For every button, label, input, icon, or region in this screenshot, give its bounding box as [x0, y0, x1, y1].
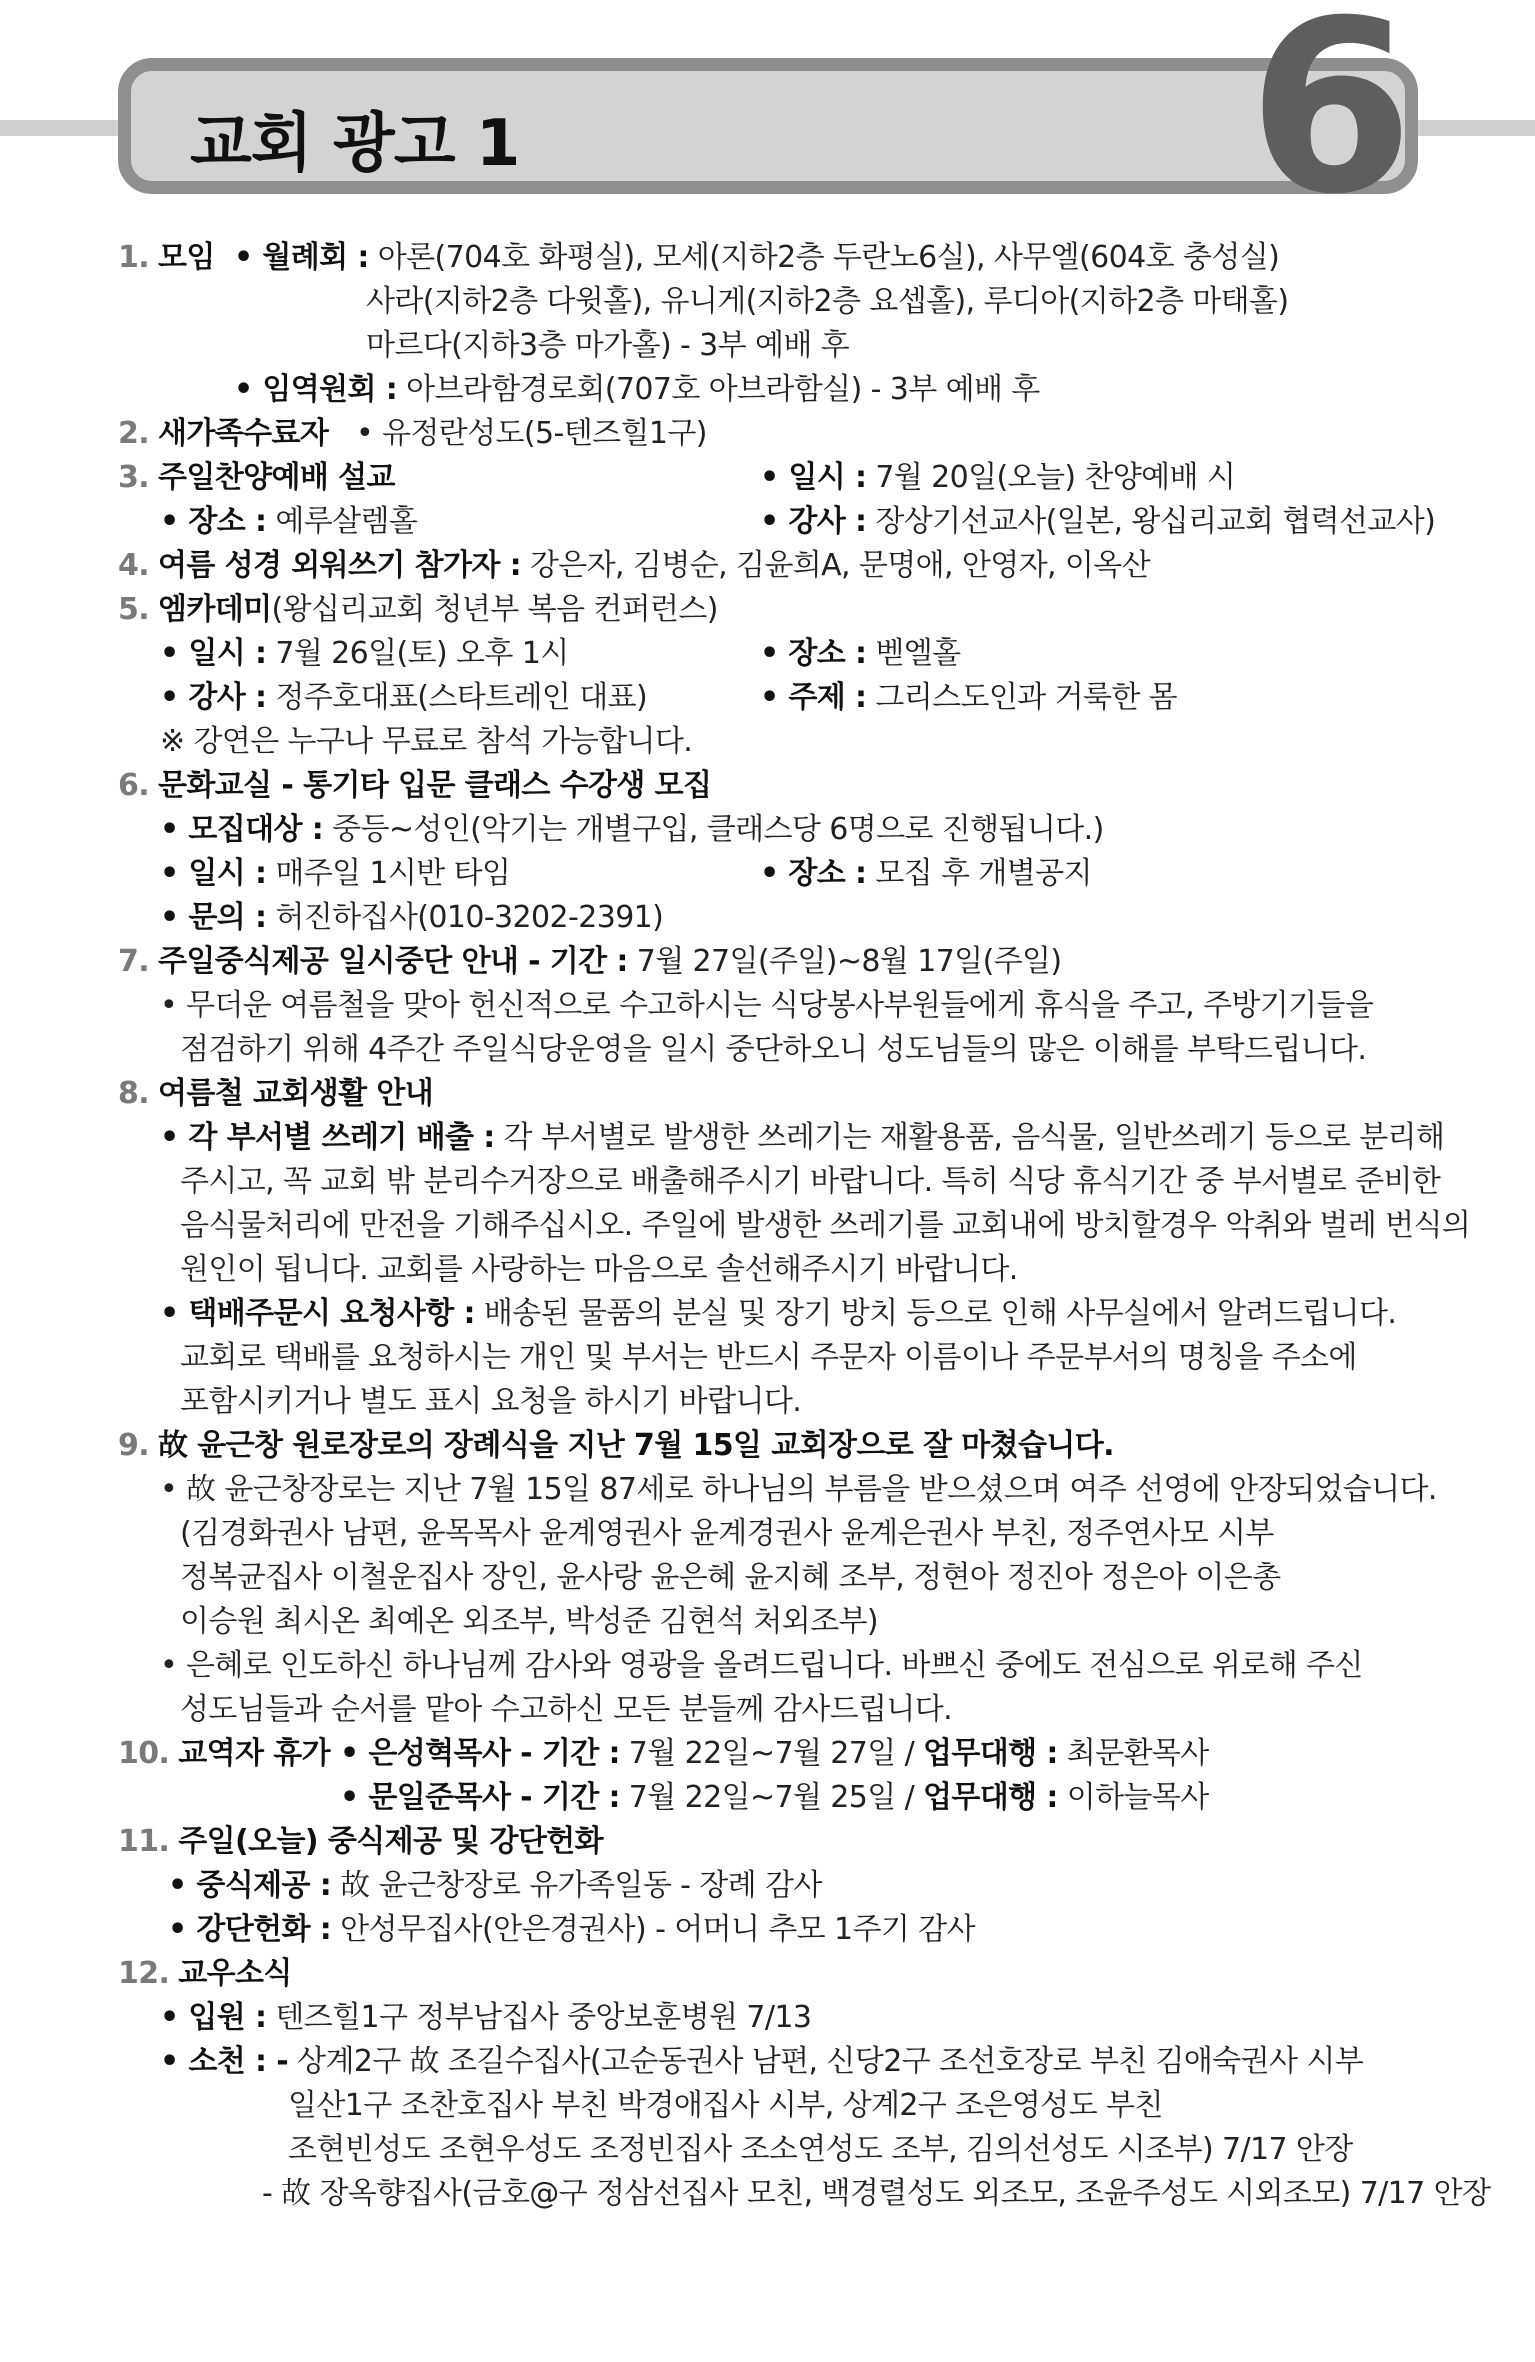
item-8-waste-line-2: 주시고, 꼭 교회 밖 분리수거장으로 배출해주시기 바랍니다. 특히 식당 휴식기간 중 부서별로 준비한	[180, 1164, 1441, 1199]
text: 중등~성인(악기는 개별구입, 클래스당 6명으로 진행됩니다.)	[323, 812, 1104, 847]
item-number: 12.	[118, 1956, 170, 1991]
item-9	[118, 1426, 1114, 1466]
item-title: 모임	[158, 240, 215, 275]
item-number: 10.	[118, 1736, 170, 1771]
label: • 각 부서별 쓰레기 배출 :	[160, 1120, 495, 1155]
item-12	[118, 1954, 292, 1994]
item-3-place	[160, 502, 417, 542]
item-title: 주일중식제공 일시중단 안내 - 기간 :	[158, 944, 628, 979]
item-number: 7.	[118, 944, 150, 979]
label: • 장소 :	[760, 636, 867, 671]
item-10-row-1	[340, 1734, 1209, 1774]
item-1-monthly	[234, 238, 1279, 278]
item-8-waste-line-3: 음식물처리에 만전을 기해주십시오. 주일에 발생한 쓰레기를 교회내에 방치할경우 악취와 벌레 번식의	[180, 1208, 1471, 1243]
item-9-line-2: (김경화권사 남편, 윤목목사 윤계영권사 윤계경권사 윤계은권사 부친, 정주연사모 시부	[180, 1516, 1274, 1551]
label: • 문의 :	[160, 900, 267, 935]
item-8-delivery-line-2: 교회로 택배를 요청하시는 개인 및 부서는 반드시 주문자 이름이나 주문부서의 명칭을 주소에	[180, 1340, 1357, 1375]
item-9-line-1: • 故 윤근창장로는 지난 7월 15일 87세로 하나님의 부름을 받으셨으며 여주 선영에 안장되었습니다.	[160, 1472, 1437, 1507]
item-9-line-3: 정복균집사 이철운집사 장인, 윤사랑 윤은혜 윤지혜 조부, 정현아 정진아 정은아 이은총	[180, 1560, 1281, 1595]
text: 장상기선교사(일본, 왕십리교회 협력선교사)	[866, 504, 1436, 539]
item-11	[118, 1822, 603, 1862]
item-7-line-2: 점검하기 위해 4주간 주일식당운영을 일시 중단하오니 성도님들의 많은 이해를 부탁드립니다.	[180, 1032, 1367, 1067]
text: 7월 20일(오늘) 찬양예배 시	[866, 460, 1236, 495]
item-title: 엠카데미	[158, 592, 272, 627]
item-5	[118, 590, 718, 630]
text: 7월 26일(토) 오후 1시	[266, 636, 569, 671]
item-3-speaker	[760, 502, 1435, 542]
item-5-topic	[760, 678, 1177, 718]
item-7	[118, 942, 1062, 982]
period: 7월 22일~7월 25일 /	[619, 1780, 924, 1815]
item-1-line-2: 사라(지하2층 다윗홀), 유니게(지하2층 요셉홀), 루디아(지하2층 마태홀)	[366, 284, 1289, 319]
item-title: 새가족수료자	[158, 416, 329, 451]
item-8-delivery-line-3: 포함시키거나 별도 표시 요청을 하시기 바랍니다.	[180, 1384, 802, 1419]
label: • 장소 :	[160, 504, 267, 539]
item-6-contact	[160, 898, 663, 938]
label: • 모집대상 :	[160, 812, 324, 847]
text: 배송된 물품의 분실 및 장기 방치 등으로 인해 사무실에서 알려드립니다.	[474, 1296, 1397, 1331]
text: 허진하집사(010-3202-2391)	[266, 900, 664, 935]
item-number: 1.	[118, 240, 150, 275]
item-number: 11.	[118, 1824, 170, 1859]
item-1-officers	[234, 370, 1040, 410]
item-12-passing-line-1	[160, 2042, 1363, 2082]
sub: 이하늘목사	[1057, 1780, 1209, 1815]
text: 예루살렘홀	[266, 504, 418, 539]
sub-label: 업무대행 :	[923, 1780, 1058, 1815]
text: 아론(704호 화평실), 모세(지하2층 두란노6실), 사무엘(604호 충성실)	[368, 240, 1280, 275]
text: 강은자, 김병순, 김윤희A, 문명애, 안영자, 이옥산	[520, 548, 1151, 583]
item-12-hospital	[160, 1998, 811, 2038]
item-12-passing-line-4: - 故 장옥향집사(금호@구 정삼선집사 모친, 백경렬성도 외조모, 조윤주성도 시외조모) 7/17 안장	[262, 2176, 1491, 2211]
item-title: 여름 성경 외워쓰기 참가자 :	[158, 548, 521, 583]
name: • 은성혁목사 - 기간 :	[340, 1736, 620, 1771]
text: 故 윤근창장로 유가족일동 - 장례 감사	[331, 1868, 822, 1903]
text: 각 부서별로 발생한 쓰레기는 재활용품, 음식물, 일반쓰레기 등으로 분리해	[494, 1120, 1445, 1155]
label: • 강사 :	[160, 680, 267, 715]
item-title: 교우소식	[178, 1956, 292, 1991]
item-6-place	[760, 854, 1092, 894]
item-2-text: • 유정란성도(5-텐즈힐1구)	[356, 416, 707, 451]
item-5-speaker	[160, 678, 647, 718]
item-number: 8.	[118, 1076, 150, 1111]
item-title: 문화교실 - 통기타 입문 클래스 수강생 모집	[158, 768, 712, 803]
label: • 강사 :	[760, 504, 867, 539]
item-number: 2.	[118, 416, 150, 451]
label: • 주제 :	[760, 680, 867, 715]
item-8-waste-line-1	[160, 1118, 1444, 1158]
item-2	[118, 414, 328, 454]
name: • 문일준목사 - 기간 :	[340, 1780, 620, 1815]
page-title: 교회 광고 1	[190, 107, 520, 181]
label: • 장소 :	[760, 856, 867, 891]
item-7-line-1: • 무더운 여름철을 맞아 헌신적으로 수고하시는 식당봉사부원들에게 휴식을 주고, 주방기기들을	[160, 988, 1374, 1023]
text: 텐즈힐1구 정부남집사 중앙보훈병원 7/13	[266, 2000, 812, 2035]
item-5-time	[160, 634, 569, 674]
label: • 강단헌화 :	[168, 1912, 332, 1947]
page-number: 6	[1248, 0, 1414, 247]
item-number: 9.	[118, 1428, 150, 1463]
period: 7월 22일~7월 27일 /	[619, 1736, 924, 1771]
item-title: 故 윤근창 원로장로의 장례식을 지난 7월 15일 교회장으로 잘 마쳤습니다.	[158, 1428, 1114, 1463]
label: • 입원 :	[160, 2000, 267, 2035]
item-6-time	[160, 854, 510, 894]
text: 매주일 1시반 타임	[266, 856, 511, 891]
sub-label: 업무대행 :	[923, 1736, 1058, 1771]
period: 7월 27일(주일)~8월 17일(주일)	[627, 944, 1062, 979]
item-1-line-3: 마르다(지하3층 마가홀) - 3부 예배 후	[366, 328, 850, 363]
label: • 중식제공 :	[168, 1868, 332, 1903]
item-title: 주일(오늘) 중식제공 및 강단헌화	[178, 1824, 603, 1859]
label: • 임역원회 :	[234, 372, 398, 407]
item-9-line-5: • 은혜로 인도하신 하나님께 감사와 영광을 올려드립니다. 바쁘신 중에도 전심으로 위로해 주신	[160, 1648, 1363, 1683]
item-8-delivery-line-1	[160, 1294, 1396, 1334]
item-3	[118, 458, 395, 498]
item-5-place	[760, 634, 961, 674]
item-number: 5.	[118, 592, 150, 627]
item-11-flowers	[168, 1910, 975, 1950]
item-8	[118, 1074, 433, 1114]
item-title: 여름철 교회생활 안내	[158, 1076, 434, 1111]
item-6	[118, 766, 711, 806]
item-12-passing-line-2: 일산1구 조찬호집사 부친 박경애집사 시부, 상계2구 조은영성도 부친	[288, 2088, 1163, 2123]
label: • 택배주문시 요청사항 :	[160, 1296, 475, 1331]
text: 상계2구 故 조길수집사(고순동권사 남편, 신당2구 조선호장로 부친 김애숙권사 시부	[288, 2044, 1364, 2079]
label: • 일시 :	[160, 636, 267, 671]
label: • 월례회 :	[234, 240, 369, 275]
item-title: 교역자 휴가	[178, 1736, 331, 1771]
item-number: 6.	[118, 768, 150, 803]
item-number: 3.	[118, 460, 150, 495]
item-1-line-1	[118, 238, 215, 278]
item-12-passing-line-3: 조현빈성도 조현우성도 조정빈집사 조소연성도 조부, 김의선성도 시조부) 7/17 안장	[288, 2132, 1353, 2167]
label: • 일시 :	[760, 460, 867, 495]
text: 안성무집사(안은경권사) - 어머니 추모 1주기 감사	[331, 1912, 975, 1947]
item-3-time	[760, 458, 1235, 498]
item-9-line-6: 성도님들과 순서를 맡아 수고하신 모든 분들께 감사드립니다.	[180, 1692, 953, 1727]
item-11-lunch	[168, 1866, 822, 1906]
label: • 일시 :	[160, 856, 267, 891]
item-8-waste-line-4: 원인이 됩니다. 교회를 사랑하는 마음으로 솔선해주시기 바랍니다.	[180, 1252, 1018, 1287]
text: 벧엘홀	[866, 636, 961, 671]
title-suffix: (왕십리교회 청년부 복음 컨퍼런스)	[271, 592, 718, 627]
item-4	[118, 546, 1150, 586]
item-10-row-2	[340, 1778, 1209, 1818]
item-9-line-4: 이승원 최시온 최예온 외조부, 박성준 김현석 처외조부)	[180, 1604, 879, 1639]
item-6-target	[160, 810, 1104, 850]
label: • 소천 : -	[160, 2044, 289, 2079]
item-10	[118, 1734, 330, 1774]
text: 그리스도인과 거룩한 몸	[866, 680, 1178, 715]
text: 아브라함경로회(707호 아브라함실) - 3부 예배 후	[397, 372, 1040, 407]
sub: 최문환목사	[1057, 1736, 1209, 1771]
item-title: 주일찬양예배 설교	[158, 460, 395, 495]
item-5-note: ※ 강연은 누구나 무료로 참석 가능합니다.	[160, 724, 693, 759]
text: 정주호대표(스타트레인 대표)	[266, 680, 648, 715]
item-number: 4.	[118, 548, 150, 583]
text: 모집 후 개별공지	[866, 856, 1092, 891]
